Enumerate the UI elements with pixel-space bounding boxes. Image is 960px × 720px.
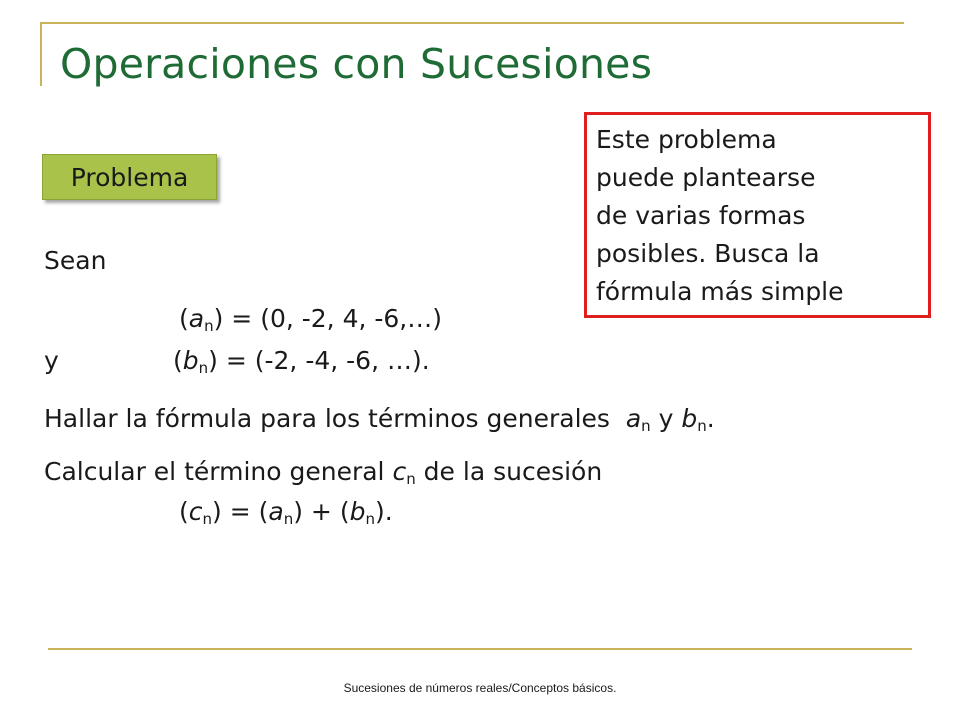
sequence-a-values: ) = (0, -2, 4, -6,…) <box>213 304 443 333</box>
sequence-b <box>44 346 430 375</box>
task-text-end: de la sucesión <box>415 457 603 486</box>
subscript-n: n <box>697 417 707 435</box>
task-sum <box>44 457 602 486</box>
period: . <box>706 404 715 433</box>
formula-part: ) = ( <box>212 497 269 526</box>
subscript-n: n <box>641 417 651 435</box>
top-rule <box>40 22 904 24</box>
problem-badge: Problema <box>42 154 217 200</box>
subscript-n: n <box>283 510 294 528</box>
footer-rule <box>48 648 912 650</box>
var-b: b <box>182 346 199 375</box>
paren: ( <box>179 304 189 333</box>
subscript-n: n <box>406 470 416 488</box>
hint-line: puede plantearse <box>596 163 816 192</box>
subscript-n: n <box>204 317 214 335</box>
var-b: b <box>681 404 698 433</box>
subscript-n: n <box>198 359 209 377</box>
sequence-a <box>179 304 442 333</box>
hint-line: posibles. Busca la <box>596 239 820 268</box>
task-general-terms <box>44 404 715 433</box>
conjunction: y <box>44 346 59 375</box>
left-rule <box>40 22 42 86</box>
sum-formula <box>179 497 393 526</box>
slide-title: Operaciones con Sucesiones <box>60 40 653 88</box>
hint-line: de varias formas <box>596 201 806 230</box>
var-c: c <box>392 457 407 486</box>
var-b: b <box>349 497 366 526</box>
task-text: Calcular el término general <box>44 457 385 486</box>
var-c: c <box>188 497 203 526</box>
task-text: Hallar la fórmula para los términos generales <box>44 404 610 433</box>
hint-line: Este problema <box>596 125 777 154</box>
footer-text: Sucesiones de números reales/Conceptos básicos. <box>343 681 617 695</box>
intro-text: Sean <box>44 246 107 275</box>
formula-part: ) + ( <box>293 497 350 526</box>
subscript-n: n <box>202 510 213 528</box>
hint-box <box>584 112 931 318</box>
paren: ( <box>173 346 183 375</box>
var-a: a <box>188 304 205 333</box>
hint-line: fórmula más simple <box>596 277 844 306</box>
formula-part: ( <box>179 497 189 526</box>
sequence-b-values: ) = (-2, -4, -6, …). <box>208 346 430 375</box>
var-a: a <box>268 497 284 526</box>
formula-part: ). <box>374 497 393 526</box>
var-a: a <box>625 404 642 433</box>
subscript-n: n <box>365 510 375 528</box>
conjunction: y <box>650 404 682 433</box>
